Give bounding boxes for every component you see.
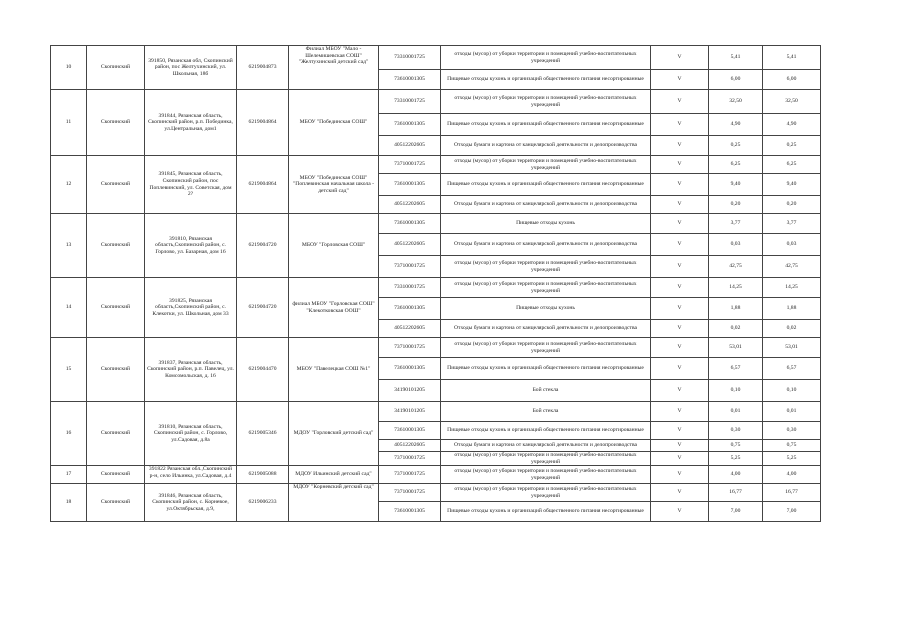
waste-code-cell: 40512202605 xyxy=(379,320,441,338)
unit-cell: V xyxy=(651,466,709,484)
amount-cell: 3,77 xyxy=(709,214,763,234)
waste-code-cell: 73710001725 xyxy=(379,156,441,174)
table-row xyxy=(51,484,821,502)
waste-code-cell: 73710001725 xyxy=(379,484,441,502)
amount-cell: 0,75 xyxy=(709,440,763,452)
amount-cell: 0,03 xyxy=(709,234,763,256)
amount-cell: 6,00 xyxy=(709,70,763,90)
organization-cell: МДОУ "Корневский детский сад" xyxy=(289,484,379,522)
organization-cell: МДОУ "Горловский детский сад" xyxy=(289,402,379,466)
row-number-cell: 15 xyxy=(51,338,87,402)
unit-cell: V xyxy=(651,320,709,338)
unit-cell: V xyxy=(651,174,709,196)
inn-cell: 6219004720 xyxy=(237,278,289,338)
address-cell: 391844, Рязанская область, Скопинский район, р.п. Побединка, ул.Центральная, дом1 xyxy=(145,90,237,156)
amount-total-cell: 6,00 xyxy=(763,70,821,90)
waste-code-cell: 73310001725 xyxy=(379,46,441,70)
waste-name-cell: Бой стекла xyxy=(441,402,651,422)
unit-cell: V xyxy=(651,70,709,90)
amount-cell: 6,25 xyxy=(709,156,763,174)
amount-cell: 0,10 xyxy=(709,380,763,402)
waste-name-cell: отходы (мусор) от уборки территории и помещений учебно-воспитательных учреждений xyxy=(441,256,651,278)
inn-cell: 6219004864 xyxy=(237,156,289,214)
waste-name-cell: Отходы бумаги и картона от канцелярской деятельности и делопроизводства xyxy=(441,196,651,214)
amount-cell: 9,40 xyxy=(709,174,763,196)
address-cell: 391845, Рязанская область, Скопинский район, пос Поплевинский, ул. Советская, дом 2? xyxy=(145,156,237,214)
waste-code-cell: 73610001305 xyxy=(379,422,441,440)
amount-cell: 5,41 xyxy=(709,46,763,70)
waste-code-cell: 73610001305 xyxy=(379,70,441,90)
amount-total-cell: 0,75 xyxy=(763,440,821,452)
unit-cell: V xyxy=(651,440,709,452)
row-number-cell: 16 xyxy=(51,402,87,466)
waste-name-cell: Пищевые отходы кухонь и организаций общественного питания несортированные xyxy=(441,422,651,440)
row-number-cell: 14 xyxy=(51,278,87,338)
amount-cell: 0,25 xyxy=(709,136,763,156)
waste-name-cell: отходы (мусор) от уборки территории и помещений учебно-воспитательных учреждений xyxy=(441,90,651,114)
amount-cell: 0,01 xyxy=(709,402,763,422)
amount-total-cell: 0,03 xyxy=(763,234,821,256)
table-row xyxy=(51,466,821,484)
waste-register-table xyxy=(50,45,821,522)
inn-cell: 6219004720 xyxy=(237,214,289,278)
waste-code-cell: 34190101205 xyxy=(379,402,441,422)
amount-total-cell: 9,40 xyxy=(763,174,821,196)
waste-code-cell: 73310001725 xyxy=(379,278,441,298)
waste-name-cell: отходы (мусор) от уборки территории и помещений учебно-воспитательных учреждений xyxy=(441,156,651,174)
row-number-cell: 17 xyxy=(51,466,87,484)
waste-name-cell: Пищевые отходы кухонь и организаций общественного питания несортированные xyxy=(441,70,651,90)
waste-name-cell: Пищевые отходы кухонь xyxy=(441,214,651,234)
unit-cell: V xyxy=(651,484,709,502)
amount-cell: 4,00 xyxy=(709,466,763,484)
row-number-cell: 13 xyxy=(51,214,87,278)
inn-cell: 6219006233 xyxy=(237,484,289,522)
district-cell: Скопинский xyxy=(87,402,145,466)
district-cell: Скопинский xyxy=(87,90,145,156)
amount-cell: 0,02 xyxy=(709,320,763,338)
table-row xyxy=(51,402,821,422)
waste-code-cell: 40512202605 xyxy=(379,136,441,156)
amount-cell: 4,90 xyxy=(709,114,763,136)
amount-total-cell: 4,90 xyxy=(763,114,821,136)
table-row xyxy=(51,90,821,114)
waste-name-cell: Пищевые отходы кухонь и организаций общественного питания несортированные xyxy=(441,358,651,380)
waste-name-cell: отходы (мусор) от уборки территории и помещений учебно-воспитательных учреждений xyxy=(441,484,651,502)
waste-code-cell: 73610001305 xyxy=(379,358,441,380)
inn-cell: 6219005088 xyxy=(237,466,289,484)
organization-cell: МБОУ "Побединская СОШ" xyxy=(289,90,379,156)
amount-total-cell: 1,88 xyxy=(763,298,821,320)
waste-name-cell: Отходы бумаги и картона от канцелярской деятельности и делопроизводства xyxy=(441,136,651,156)
waste-code-cell: 73710001725 xyxy=(379,338,441,358)
waste-code-cell: 73610001305 xyxy=(379,174,441,196)
waste-name-cell: Отходы бумаги и картона от канцелярской деятельности и делопроизводства xyxy=(441,234,651,256)
organization-cell: филиал МБОУ "Горловская СОШ" "Клекотковская ООШ" xyxy=(289,278,379,338)
unit-cell: V xyxy=(651,136,709,156)
amount-total-cell: 0,30 xyxy=(763,422,821,440)
organization-cell: МБОУ "Горловская СОШ" xyxy=(289,214,379,278)
table-body xyxy=(51,46,821,522)
amount-cell: 14,25 xyxy=(709,278,763,298)
district-cell: Скопинский xyxy=(87,466,145,484)
unit-cell: V xyxy=(651,214,709,234)
organization-cell: МДОУ Ильинский детский сад" xyxy=(289,466,379,484)
district-cell: Скопинский xyxy=(87,484,145,522)
waste-name-cell: отходы (мусор) от уборки территории и помещений учебно-воспитательных учреждений xyxy=(441,46,651,70)
amount-total-cell: 14,25 xyxy=(763,278,821,298)
district-cell: Скопинский xyxy=(87,156,145,214)
amount-total-cell: 5,41 xyxy=(763,46,821,70)
unit-cell: V xyxy=(651,338,709,358)
unit-cell: V xyxy=(651,380,709,402)
amount-cell: 0,30 xyxy=(709,422,763,440)
address-cell: 391825, Рязанская область,Скопинский район, с. Клекотки, ул. Школьная, дом 33 xyxy=(145,278,237,338)
amount-total-cell: 42,75 xyxy=(763,256,821,278)
amount-total-cell: 5,25 xyxy=(763,452,821,466)
table-row xyxy=(51,338,821,358)
waste-name-cell: Пищевые отходы кухонь xyxy=(441,298,651,320)
amount-total-cell: 0,01 xyxy=(763,402,821,422)
amount-total-cell: 4,00 xyxy=(763,466,821,484)
amount-cell: 16,77 xyxy=(709,484,763,502)
waste-code-cell: 73710001725 xyxy=(379,256,441,278)
district-cell: Скопинский xyxy=(87,46,145,90)
waste-name-cell: Отходы бумаги и картона от канцелярской деятельности и делопроизводства xyxy=(441,320,651,338)
organization-cell: МБОУ "Побединская СОШ" "Поплевинская начальная школа - детский сад" xyxy=(289,156,379,214)
amount-cell: 6,57 xyxy=(709,358,763,380)
row-number-cell: 18 xyxy=(51,484,87,522)
unit-cell: V xyxy=(651,114,709,136)
amount-total-cell: 0,25 xyxy=(763,136,821,156)
amount-total-cell: 32,50 xyxy=(763,90,821,114)
inn-cell: 6219004470 xyxy=(237,338,289,402)
amount-total-cell: 53,01 xyxy=(763,338,821,358)
waste-name-cell: отходы (мусор) от уборки территории и помещений учебно-воспитательных учреждений xyxy=(441,466,651,484)
waste-code-cell: 40512202605 xyxy=(379,440,441,452)
waste-code-cell: 73710001725 xyxy=(379,466,441,484)
address-cell: 391850, Рязанская обл, Скопинский район, пос Желтухинский, ул. Школьная, 18б xyxy=(145,46,237,90)
waste-code-cell: 34190101205 xyxy=(379,380,441,402)
address-cell: 391846, Рязанская область, Скопинский район, с. Корневое, ул.Октябрьская, д.9, xyxy=(145,484,237,522)
unit-cell: V xyxy=(651,234,709,256)
amount-cell: 32,50 xyxy=(709,90,763,114)
waste-code-cell: 73610001305 xyxy=(379,114,441,136)
unit-cell: V xyxy=(651,358,709,380)
table-row xyxy=(51,214,821,234)
amount-total-cell: 6,57 xyxy=(763,358,821,380)
amount-cell: 5,25 xyxy=(709,452,763,466)
district-cell: Скопинский xyxy=(87,278,145,338)
unit-cell: V xyxy=(651,298,709,320)
address-cell: 391822 Рязанская обл.,Скопинский р-н, село Ильинка, ул.Садовая, д.4 xyxy=(145,466,237,484)
address-cell: 391810, Рязанская область, Скопинский район, с. Горлово, ул.Садовая, д.8а xyxy=(145,402,237,466)
waste-name-cell: отходы (мусор) от уборки территории и помещений учебно-воспитательных учреждений xyxy=(441,338,651,358)
unit-cell: V xyxy=(651,90,709,114)
row-number-cell: 10 xyxy=(51,46,87,90)
amount-total-cell: 0,20 xyxy=(763,196,821,214)
amount-total-cell: 16,77 xyxy=(763,484,821,502)
amount-total-cell: 6,25 xyxy=(763,156,821,174)
waste-name-cell: Пищевые отходы кухонь и организаций общественного питания несортированные xyxy=(441,174,651,196)
organization-cell: МБОУ "Павелецкая СОШ №1" xyxy=(289,338,379,402)
unit-cell: V xyxy=(651,196,709,214)
amount-total-cell: 7,00 xyxy=(763,502,821,522)
unit-cell: V xyxy=(651,502,709,522)
amount-total-cell: 0,02 xyxy=(763,320,821,338)
row-number-cell: 12 xyxy=(51,156,87,214)
waste-code-cell: 40512202605 xyxy=(379,196,441,214)
waste-name-cell: Пищевые отходы кухонь и организаций общественного питания несортированные xyxy=(441,502,651,522)
row-number-cell: 11 xyxy=(51,90,87,156)
inn-cell: 6219004873 xyxy=(237,46,289,90)
inn-cell: 6219005346 xyxy=(237,402,289,466)
amount-cell: 53,01 xyxy=(709,338,763,358)
amount-cell: 7,00 xyxy=(709,502,763,522)
amount-cell: 42,75 xyxy=(709,256,763,278)
waste-code-cell: 40512202605 xyxy=(379,234,441,256)
unit-cell: V xyxy=(651,256,709,278)
unit-cell: V xyxy=(651,402,709,422)
amount-cell: 1,88 xyxy=(709,298,763,320)
district-cell: Скопинский xyxy=(87,214,145,278)
address-cell: 391810, Рязанская область,Скопинский район, с. Горлово, ул. Базарная, дом 16 xyxy=(145,214,237,278)
unit-cell: V xyxy=(651,156,709,174)
unit-cell: V xyxy=(651,422,709,440)
table-row xyxy=(51,46,821,70)
waste-name-cell: отходы (мусор) от уборки территории и помещений учебно-воспитательных учреждений xyxy=(441,278,651,298)
waste-code-cell: 73710001725 xyxy=(379,452,441,466)
amount-total-cell: 3,77 xyxy=(763,214,821,234)
inn-cell: 6219004864 xyxy=(237,90,289,156)
waste-code-cell: 73610001305 xyxy=(379,502,441,522)
unit-cell: V xyxy=(651,452,709,466)
table-row xyxy=(51,156,821,174)
waste-name-cell: Пищевые отходы кухонь и организаций общественного питания несортированные xyxy=(441,114,651,136)
amount-cell: 0,20 xyxy=(709,196,763,214)
waste-name-cell: Отходы бумаги и картона от канцелярской деятельности и делопроизводства xyxy=(441,440,651,452)
waste-code-cell: 73610001305 xyxy=(379,298,441,320)
waste-name-cell: отходы (мусор) от уборки территории и помещений учебно-воспитательных учреждений xyxy=(441,452,651,466)
waste-code-cell: 73610001305 xyxy=(379,214,441,234)
unit-cell: V xyxy=(651,278,709,298)
unit-cell: V xyxy=(651,46,709,70)
waste-code-cell: 73310001725 xyxy=(379,90,441,114)
district-cell: Скопинский xyxy=(87,338,145,402)
amount-total-cell: 0,10 xyxy=(763,380,821,402)
waste-register-sheet xyxy=(50,45,821,522)
table-row xyxy=(51,278,821,298)
address-cell: 391837, Рязанская область, Скопинский район, р.п. Павелец, ул. Комсомольская, д. 16 xyxy=(145,338,237,402)
waste-name-cell: Бой стекла xyxy=(441,380,651,402)
organization-cell: Филиал МБОУ "Мало - Шелемишевская СОШ" "Желтухинский детский сад" xyxy=(289,46,379,90)
